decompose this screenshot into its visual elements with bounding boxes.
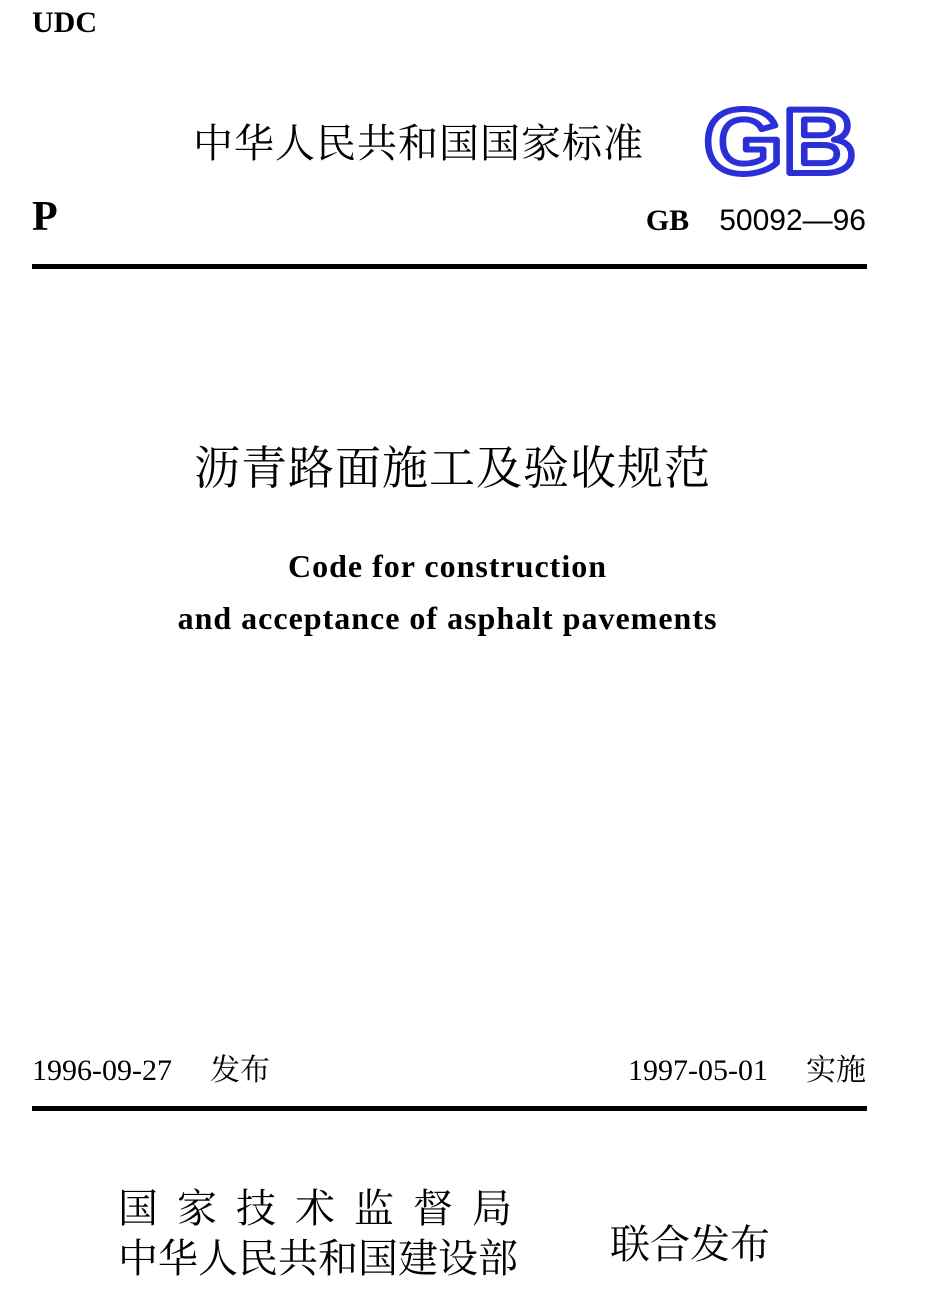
code-number: 50092—96: [719, 204, 866, 237]
title-chinese: 沥青路面施工及验收规范: [194, 441, 711, 495]
title-english-line1: Code for construction: [287, 548, 608, 584]
standard-type-title: 中华人民共和国国家标准: [193, 121, 644, 167]
code-prefix: GB: [645, 204, 690, 237]
title-english-line2: and acceptance of asphalt pavements: [177, 600, 718, 636]
implement-date-row: [628, 1045, 866, 1089]
gb-logo: [700, 100, 860, 182]
category-letter: P: [32, 194, 58, 240]
issuer-line1: 国家技术监督局: [118, 1186, 531, 1232]
issue-date: 1996-09-27: [32, 1054, 172, 1087]
issue-label: 发布: [209, 1053, 270, 1088]
issuer-line2: 中华人民共和国建设部: [118, 1236, 518, 1282]
gb-logo-text: GB: [704, 100, 856, 182]
implement-label: 实施: [806, 1053, 866, 1088]
issuers-block: [118, 1184, 531, 1284]
implement-date: 1997-05-01: [628, 1054, 768, 1087]
standard-code: [646, 203, 866, 238]
udc-label: UDC: [32, 6, 97, 39]
joint-issue-label: 联合发布: [610, 1222, 770, 1268]
bottom-divider: [32, 1106, 867, 1111]
issue-date-row: [32, 1045, 270, 1089]
top-divider: [32, 264, 867, 269]
